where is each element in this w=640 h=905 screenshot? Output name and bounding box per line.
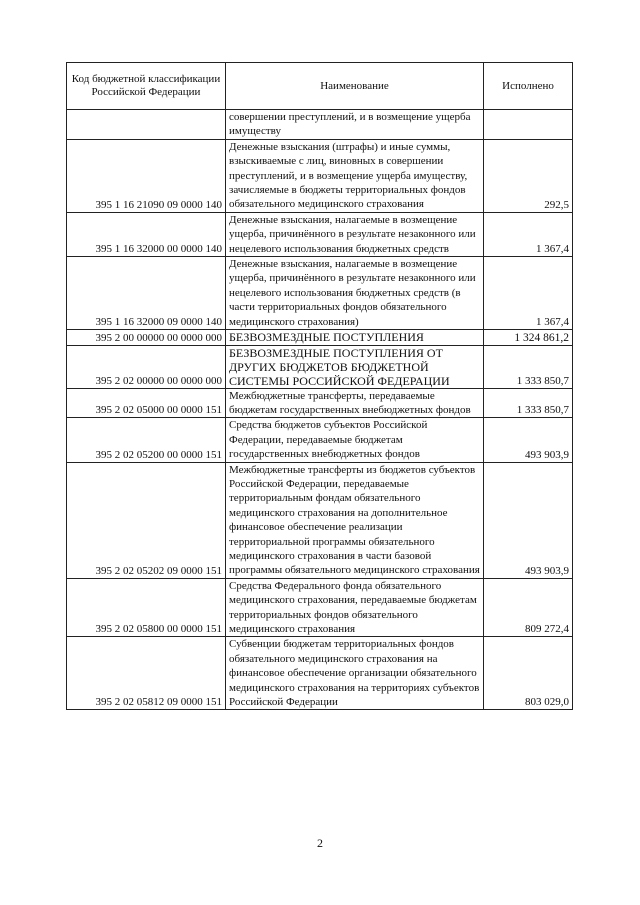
row-name: Межбюджетные трансферты из бюджетов субъектов Российской Федерации, передаваемые территориальным фондам обязательного медицинского страхования на дополнительное финансовое обеспечение реализации территориальной программы обязательного медицинского страхования в части базовой программы обязательного медицинского страхования	[226, 462, 484, 578]
row-code	[67, 110, 226, 140]
row-code: 395 1 16 32000 00 0000 140	[67, 212, 226, 256]
table-row	[67, 462, 573, 578]
table-row	[67, 418, 573, 462]
table-row	[67, 139, 573, 212]
table-row	[67, 212, 573, 256]
row-amount: 803 029,0	[484, 637, 573, 710]
header-amount: Исполнено	[484, 63, 573, 110]
row-amount: 1 333 850,7	[484, 345, 573, 388]
table-header-row	[67, 63, 573, 110]
row-name: совершении преступлений, и в возмещение ущерба имуществу	[226, 110, 484, 140]
row-code: 395 2 02 05200 00 0000 151	[67, 418, 226, 462]
table-row	[67, 257, 573, 330]
row-code: 395 2 02 00000 00 0000 000	[67, 345, 226, 388]
row-code: 395 2 00 00000 00 0000 000	[67, 330, 226, 345]
row-name: Межбюджетные трансферты, передаваемые бюджетам государственных внебюджетных фондов	[226, 388, 484, 418]
row-name: БЕЗВОЗМЕЗДНЫЕ ПОСТУПЛЕНИЯ	[226, 330, 484, 345]
table-row	[67, 110, 573, 140]
row-amount: 1 367,4	[484, 257, 573, 330]
row-name: Денежные взыскания, налагаемые в возмещение ущерба, причинённого в результате незаконного или нецелевого использования бюджетных средств	[226, 212, 484, 256]
row-amount: 1 333 850,7	[484, 388, 573, 418]
row-name: Средства бюджетов субъектов Российской Федерации, передаваемые бюджетам государственных внебюджетных фондов	[226, 418, 484, 462]
row-name: Денежные взыскания (штрафы) и иные суммы, взыскиваемые с лиц, виновных в совершении преступлений, и в возмещение ущерба имуществу, зачисляемые в бюджеты территориальных фондов обязательного медицинского страхования	[226, 139, 484, 212]
row-code: 395 1 16 32000 09 0000 140	[67, 257, 226, 330]
page-number: 2	[317, 836, 323, 850]
header-code: Код бюджетной классификации Российской Федерации	[67, 63, 226, 110]
table-row	[67, 388, 573, 418]
row-code: 395 2 02 05202 09 0000 151	[67, 462, 226, 578]
row-amount: 1 324 861,2	[484, 330, 573, 345]
header-name: Наименование	[226, 63, 484, 110]
row-amount: 1 367,4	[484, 212, 573, 256]
row-name: Субвенции бюджетам территориальных фондов обязательного медицинского страхования на финансовое обеспечение организации обязательного медицинского страхования на территориях субъектов Российской Федерации	[226, 637, 484, 710]
row-code: 395 2 02 05812 09 0000 151	[67, 637, 226, 710]
table-row-total	[67, 330, 573, 345]
row-name: Денежные взыскания, налагаемые в возмещение ущерба, причинённого в результате незаконного или нецелевого использования бюджетных средств (в части территориальных фондов обязательного медицинского страхования)	[226, 257, 484, 330]
row-code: 395 2 02 05800 00 0000 151	[67, 578, 226, 637]
budget-execution-table	[66, 62, 573, 710]
row-amount: 292,5	[484, 139, 573, 212]
row-amount: 809 272,4	[484, 578, 573, 637]
row-amount: 493 903,9	[484, 462, 573, 578]
row-name: БЕЗВОЗМЕЗДНЫЕ ПОСТУПЛЕНИЯ ОТ ДРУГИХ БЮДЖЕТОВ БЮДЖЕТНОЙ СИСТЕМЫ РОССИЙСКОЙ ФЕДЕРАЦИИ	[226, 345, 484, 388]
table-row	[67, 637, 573, 710]
row-amount: 493 903,9	[484, 418, 573, 462]
row-code: 395 1 16 21090 09 0000 140	[67, 139, 226, 212]
row-name: Средства Федерального фонда обязательного медицинского страхования, передаваемые бюджетам территориальных фондов обязательного медицинского страхования	[226, 578, 484, 637]
table-row	[67, 345, 573, 388]
row-code: 395 2 02 05000 00 0000 151	[67, 388, 226, 418]
table-row	[67, 578, 573, 637]
row-amount	[484, 110, 573, 140]
